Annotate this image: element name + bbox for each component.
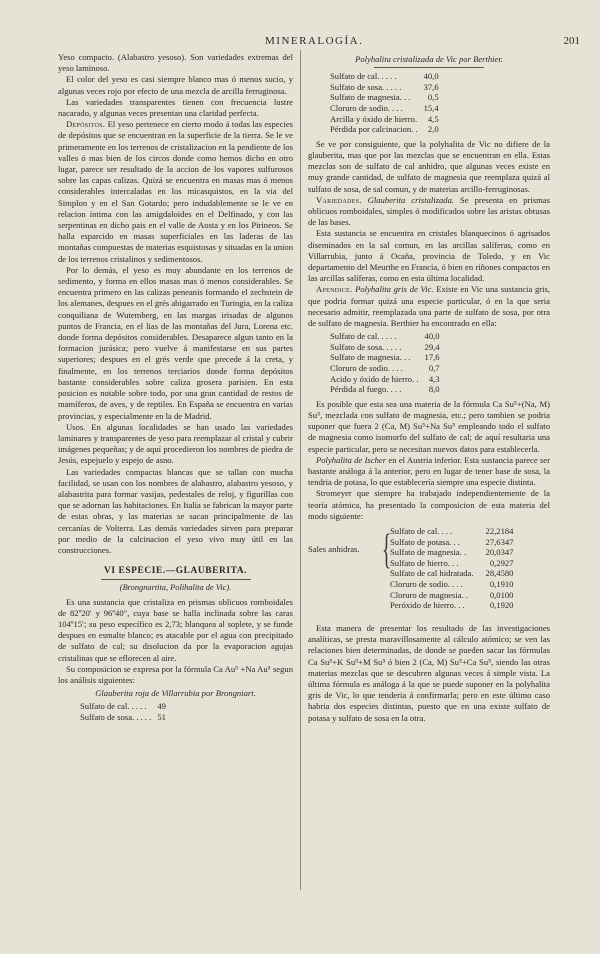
component-value: 40,0 — [424, 331, 440, 342]
component-value: 0,0100 — [489, 589, 514, 600]
component-value: 2,0 — [427, 124, 439, 135]
table-row — [390, 547, 513, 558]
component-value: 4,3 — [428, 373, 440, 384]
component-name: Cloruro de sodio. . . . — [390, 578, 463, 589]
component-value: 17,6 — [424, 352, 440, 363]
sales-label: Sales anhidras. — [308, 544, 360, 555]
component-name: Peróxido de hierro. . . — [390, 600, 465, 611]
paragraph: Stromeyer que siempre ha trabajado independientemente de la teoría atómica, ha presentado la composicion de esta materia del modo siguiente: — [308, 488, 550, 521]
table-row — [80, 701, 166, 712]
table-row — [330, 342, 440, 353]
table-row — [330, 331, 440, 342]
table-row — [390, 579, 513, 590]
paragraph-text: en el Austria inferior. Esta sustancia parece ser bastante análoga á la anterior, pero en lugar de tener base de sosa, la tendria de potasa, lo que establecería siempre una especie distinta. — [308, 454, 550, 488]
component-value: 29,4 — [424, 341, 440, 352]
paragraph-text: El yeso pertenece en cierto modo á todas las especies de depósitos que se encuentran en la superficie de la tierra. Se le ve primeramente en los terrenos de cristalizacion en la pendiente de los valles ó mas bien de los circos donde como hemos dicho en otro lugar, parece ser resultado de la accion de los vapores sulfurosos sobre las capas calizas. Quizá se encuentra en masas mas ó menos considerables intercaladas en los micasquistos, en la via del Simplon y en el San Gotardo; pero indudablemente se le ve en relacion íntima con las amigdaloides en el Delfinado, y con las serpentinas en dicho pais en el valle de Aosta y en los Pirineos. Se halla esparcido en masas superficiales en las laderas de las montañas compuestas de materias esquistosas y situadas en la union de los terrenos cristalinos y sedimentosos. — [58, 119, 293, 264]
right-column — [308, 52, 550, 892]
component-name: Sulfato de cal. . . . — [390, 526, 453, 537]
component-name: Sulfato de cal. . . . . — [80, 701, 147, 712]
sales-anhidras-block — [308, 526, 550, 619]
component-name: Cloruro de sodio. . . . — [330, 102, 403, 113]
composition-table — [390, 526, 513, 611]
paragraph: Su composicion se expresa por la fórmula Ca Au⁵ +Na Au⁵ segun los análisis siguientes: — [58, 663, 293, 685]
component-name: Sulfato de cal hidratada. — [390, 568, 474, 579]
composition-table — [80, 701, 166, 722]
brace-glyph: { — [382, 527, 392, 574]
table-row — [390, 590, 513, 601]
paragraph-lead: Variedades. — [316, 194, 362, 205]
table-row — [390, 600, 513, 611]
component-value: 4,5 — [427, 113, 439, 124]
table-row — [330, 71, 439, 82]
table-row — [330, 103, 439, 114]
table-row — [390, 568, 513, 579]
component-name: Arcilla y óxido de hierro. — [330, 113, 418, 124]
table-row — [330, 363, 440, 374]
component-name: Sulfato de sosa. . . . . — [80, 711, 152, 722]
component-value: 51 — [157, 711, 166, 722]
component-name: Sulfato de sosa. . . . . — [330, 341, 402, 352]
left-column — [58, 52, 293, 892]
component-name: Sulfato de magnesia. . . — [330, 352, 411, 363]
section-title — [58, 566, 293, 580]
component-name: Sulfato de sosa. . . . . — [330, 81, 402, 92]
paragraph: El color del yeso es casi siempre blanco mas ó menos sucio, y algunas veces rojo por efecto de una mezcla de arcilla ferruginosa. — [58, 74, 293, 96]
paragraph: Usos. En algunas localidades se han usado las variedades laminares y transparentes de yeso para reemplazar al cristal y cubrir imágenes pequeñas; y de aquí procedieron los nombres de piedra de Jesús, espejuelo y espejo de asno. — [58, 421, 293, 466]
paragraph: Es una sustancia que cristaliza en prismas oblicuos romboidales de 82º20′ y 96º40″, cuya base se halla inclinada sobre las caras 104º15′; su peso específico es 2,73; blanquea al soplete, y se funde despues en esmalte blanco; es atacable por el agua con precipitado de sulfato de cal; su disolucion da por la evaporacion agujas cristalinas que se eflorecen al aire. — [58, 596, 293, 663]
component-value: 22,2184 — [485, 526, 514, 537]
paragraph: Yeso compacto. (Alabastro yesoso). Son variedades extremas del yeso laminoso. — [58, 52, 293, 74]
component-name: Sulfato de hierro. . . — [390, 557, 459, 568]
component-value: 49 — [157, 701, 166, 712]
component-value: 40,0 — [423, 71, 439, 82]
component-name: Sulfato de cal. . . . . — [330, 331, 397, 342]
paragraph: Se ve por consiguiente, que la polyhalita de Vic no difiere de la glauberita, mas que por las mezclas que se encuentran en ella. Estas mezclas son de sulfato de cal anhidro, que algunas veces existe en muy grande cantidad, de sulfato de magnesia que reemplaza quizá al sulfato de sosa, de sal comun, y de materias arcillo-ferruginosas. — [308, 138, 550, 194]
column-divider — [300, 50, 301, 890]
table-row — [330, 92, 439, 103]
component-value: 0,2927 — [489, 557, 514, 568]
component-value: 28,4580 — [485, 568, 514, 579]
component-value: 27,6347 — [485, 536, 514, 547]
component-name: Sulfato de magnesia. . . — [330, 92, 411, 103]
paragraph: Esta manera de presentar los resultado de las investigaciones analíticas, se presta maravillosamente al cálculo atómico; se ven las relaciones bien determinadas, de donde se pueden sacar las fórmulas Ca Su⁵+K Su⁵+M Su⁵ ó bien 2 (Ca, M) Su⁵+Ca Su⁵, siendo las otras materias mezclas que se descubren algunas veces á simple vista. La última fórmula es análoga á la que se puede suponer en la polyhalita gris de Vic, lo que tenderia á confirmarla; pero en este último caso habria dos especies distintas, puesto que en una existe sulfato de potasa y sulfato de sosa en la otra. — [308, 623, 550, 723]
component-name: Cloruro de sodio. . . . — [330, 363, 403, 373]
paragraph-text: Se presenta en prismas oblicuos romboidales, simples ó modificados sobre las aristas obtusas de las bases. — [308, 194, 550, 228]
component-name: Cloruro de magnesia. . — [390, 589, 469, 600]
paragraph — [308, 455, 550, 489]
paragraph-title: Polyhalita gris de Vic. — [355, 284, 434, 295]
component-value: 0,5 — [427, 92, 439, 103]
component-value: 0,1910 — [489, 578, 514, 589]
component-name: Pérdida al fuego. . . . — [330, 384, 402, 395]
table-row — [390, 558, 513, 569]
paragraph: Las variedades compactas blancas que se tallan con mucha facilidad, se usan con los nombres de alabastro, alabastro yesoso, y alabastrita para formar vasijas, pedestales de reloj, y figurillas con que se adornan las habitaciones. En Italia se fabrican la mayor parte de estas obras, y las materias se sacan principalmente de las cercanías de Volterra. Las demás variedades sirven para preparar por medio de la calcinacion el yeso vivo muy útil en las construcciones. — [58, 466, 293, 555]
table-row — [330, 384, 440, 395]
table-row — [390, 526, 513, 537]
component-name: Sulfato de magnesia. . — [390, 547, 467, 558]
title-rule — [374, 67, 484, 68]
table-row — [330, 114, 439, 125]
paragraph-lead: Depósitos. — [66, 119, 106, 130]
paragraph-lead: Apendice. — [316, 284, 353, 295]
section-title-text: VI ESPECIE.—GLAUBERITA. — [103, 566, 248, 577]
component-value: 15,4 — [423, 102, 439, 113]
section-rule — [101, 579, 251, 580]
paragraph: Esta sustancia se encuentra en cristales blanquecinos ó agrisados diseminados en la sal comun, en las arcillas salíferas, como en Villarrubia, junto á Ocaña, provincia de Toledo, y en Vic departamento del Meurthe en Francia, ó bien en riñones compactos en las arcillas salíferas, como en esta última localidad. — [308, 228, 550, 284]
paragraph-title: Polyhalita de Ischer — [316, 454, 387, 465]
table-row — [80, 712, 166, 723]
table-row — [390, 537, 513, 548]
component-value: 0,1920 — [489, 600, 514, 611]
table-row — [330, 352, 440, 363]
paragraph: Las variedades transparentes tienen con frecuencia lustre nacarado, y algunas veces presentan una claridad perfecta. — [58, 96, 293, 119]
table-row — [330, 374, 440, 385]
table-title: Glauberita roja de Villarrubia por Brongniart. — [95, 688, 256, 699]
table-row — [330, 124, 439, 135]
paragraph: Por lo demás, el yeso es muy abundante en los terrenos de sedimento, y forma en ellos masas mas ó menos considerables. Se encuentra primero en las calizas peneanis formando el zechstein de los alemanes, despues en el grés abigarrado en Turingia, en la caliza conquiliana de Wutemberg, en las margas irisadas de algunos puntos de Francia, en el lias de las montañas del Jura, Lorena etc. donde forma depósitos considerables. Desaparece algun tanto en la formacion jurásica; pero vuelve á manifestarse en sus partes superiores; despues en el grés verde que precede á la creta, y finalmente, en los terrenos terciarios donde forma depósitos bastante considerables sobre caliza grosera parisien. En esta posicion es notable sobre todo, por una gran cantidad de restos de mamíferos, de aves, y de reptiles. En España se encuentra en varias provincias, y especialmente en la de Madrid. — [58, 264, 293, 421]
running-title: MINERALOGÍA. — [265, 35, 364, 47]
table-title: Polyhalita cristalizada de Vic por Berthier. — [355, 54, 503, 64]
section-subtitle: (Brongnartita, Polihalita de Vic). — [119, 583, 232, 593]
paragraph-text: Existe en Vic una sustancia gris, que podria formar quizá una especie particular, ó en la que seria necesario admitir, reemplazada una parte de sulfato de sosa, por otra de sulfato de magnesia. Berthier ha encontrado en ella: — [308, 284, 550, 329]
component-name: Sulfato de cal. . . . . — [330, 71, 397, 82]
component-value: 0,7 — [428, 363, 440, 373]
component-name: Pérdida por calcinacion. . — [330, 124, 418, 135]
component-name: Sulfato de potasa. . . — [390, 536, 460, 547]
paragraph — [308, 284, 550, 329]
page-header — [60, 35, 600, 49]
paragraph — [308, 195, 550, 229]
composition-table — [330, 71, 439, 135]
component-value: 8,0 — [428, 384, 440, 395]
component-name: Acido y óxido de hierro. . — [330, 373, 419, 384]
page-number: 201 — [563, 35, 580, 47]
paragraph: Es posible que esta sea una materia de la fórmula Ca Su⁵+(Na, M) Su⁵, mezclada con sulfato de magnesia, etc.; pero tambien se podria suponer que fuera 2 (Ca, M) Su⁵+Na Su⁵ empleando todo el sulfato de magnesia como isomorfo del sulfato de cal; de aquí resultaria una especie particular, pero se necesitan nuevos datos para establecerla. — [308, 398, 550, 454]
component-value: 37,6 — [423, 81, 439, 92]
paragraph-title: Glauberita cristalizada. — [367, 194, 455, 205]
table-row — [330, 82, 439, 93]
composition-table — [330, 331, 440, 395]
paragraph — [58, 119, 293, 265]
component-value: 20,0347 — [485, 547, 514, 558]
